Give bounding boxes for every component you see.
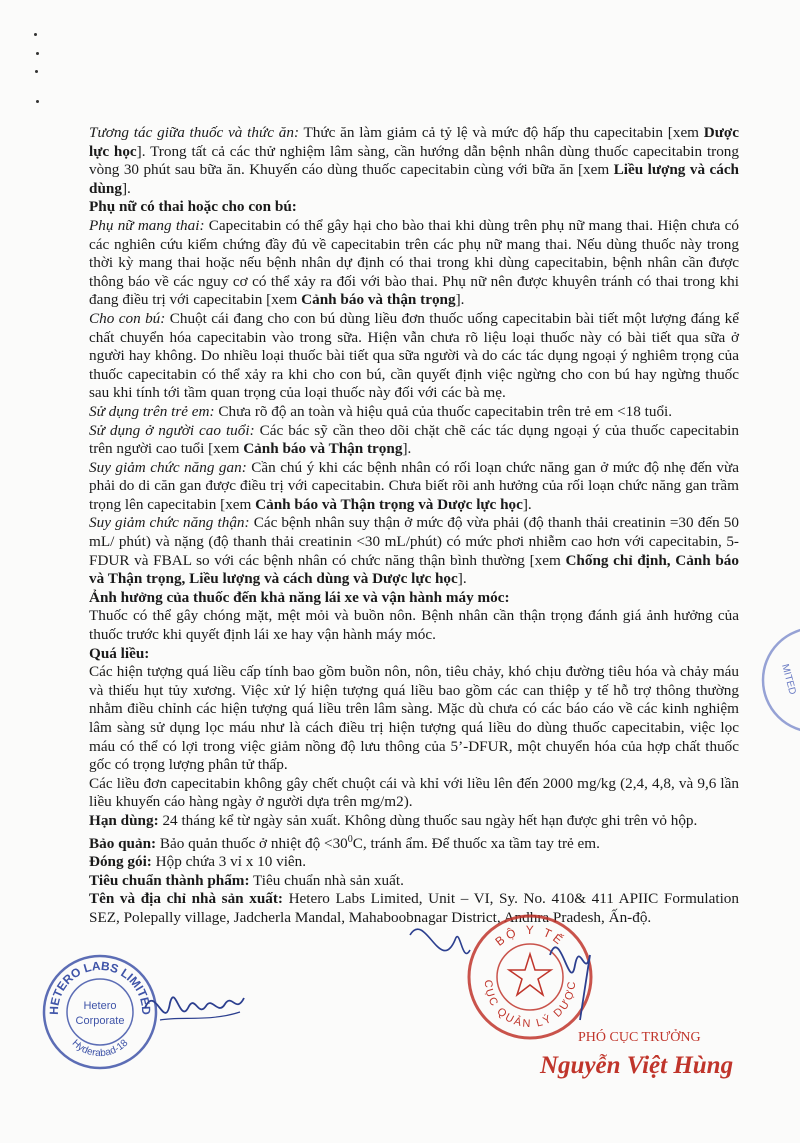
edge-stamp xyxy=(760,625,800,735)
margin-speck xyxy=(36,52,39,55)
hetero-stamp-center-2: Corporate xyxy=(75,1015,125,1027)
margin-speck xyxy=(36,100,39,103)
manufacturer: Tên và địa chỉ nhà sản xuất: Hetero Labs Limited, Unit – VI, Sy. No. 410& 411 APIIC Formulation SEZ, Polepally village, Jadcherla Mandal, Mahaboobnagar District, Andhra Pradesh, Ấn-độ. xyxy=(89,890,739,926)
paragraph-children: Sử dụng trên trẻ em: Chưa rõ độ an toàn và hiệu quả của thuốc capecitabin trên trẻ em <18 tuổi. xyxy=(89,402,673,420)
ministry-signature xyxy=(400,905,600,1025)
heading-overdose: Quá liều: xyxy=(89,644,150,662)
signatory-name: Nguyễn Việt Hùng xyxy=(540,1052,734,1079)
paragraph-single-dose: Các liều đơn capecitabin không gây chết chuột cái và khỉ với liều lên đến 2000 mg/kg (2,4, 4,8, và 9,6 lần liều khuyến cáo hàng ngày ở người dựa trên mg/m2). xyxy=(89,774,739,811)
product-standard: Tiêu chuẩn thành phẩm: Tiêu chuẩn nhà sản xuất. xyxy=(89,871,404,889)
edge-stamp-text: MITED xyxy=(779,662,798,696)
signatory-title: PHÓ CỤC TRƯỞNG xyxy=(578,1030,701,1045)
hetero-stamp-ring-text: HETERO LABS LIMITED xyxy=(46,958,154,1016)
paragraph-driving: Thuốc có thể gây chóng mặt, mệt mỏi và buồn nôn. Bệnh nhân cần thận trọng đánh giá ảnh hưởng của thuốc trước khi quyết định lái xe hay vận hành máy móc. xyxy=(89,607,739,644)
hetero-stamp-ring-bottom: Hyderabad-18 xyxy=(69,1037,131,1060)
svg-text:Hyderabad-18 xyxy=(70,1037,131,1059)
storage: Bảo quản: Bảo quản thuốc ở nhiệt độ $<30^0C$, tránh ẩm. Để thuốc xa tầm tay trẻ em. xyxy=(89,833,600,852)
paragraph-elderly: Sử dụng ở người cao tuổi: Các bác sỹ cần theo dõi chặt chẽ các tác dụng ngoại ý của thuốc capecitabin trên người cao tuổi [xem Cảnh báo và Thận trọng]. xyxy=(89,421,739,458)
hetero-stamp-center-1: Hetero xyxy=(83,1000,117,1012)
paragraph-renal: Suy giảm chức năng thận: Các bệnh nhân suy thận ở mức độ vừa phải (độ thanh thải creatinin =30 đến 50 mL/ phút) và nặng (độ thanh thải creatinin <30 mL/phút) có mức phơi nhiễm cao hơn với capecitabin, 5-FDUR và FBAL so với các bệnh nhân có chức năng thận bình thường [xem Chống chỉ định, Cảnh báo và Thận trọng, Liều lượng và cách dùng và Dược lực học]. xyxy=(89,514,739,588)
paragraph-pregnant-women: Phụ nữ mang thai: Capecitabin có thể gây hại cho bào thai khi dùng trên phụ nữ mang thai. Hiện chưa có các nghiên cứu kiểm chứng đầy đủ về capecitabin trên các phụ nữ mang thai. Nếu dùng thuốc này trong thời kỳ mang thai hoặc nếu bệnh nhân dự định có thai trong khi dùng capecitabin, bệnh nhân cần được thông báo về các nguy cơ có thể xảy ra đối với bào thai. Phụ nữ nên được khuyên tránh có thai trong khi đang điều trị với capecitabin [xem Cảnh báo và thận trọng]. xyxy=(89,216,740,309)
paragraph-overdose: Các hiện tượng quá liều cấp tính bao gồm buồn nôn, nôn, tiêu chảy, khó chịu đường tiêu hóa và chảy máu và thiếu hụt tủy xương. Việc xử lý hiện tượng quá liều bao gồm các can thiệp y tế hỗ trợ thông thường nhằm điều chỉnh các hiện tượng quá liều trên lâm sàng. Mặc dù chưa có các báo cáo về các kinh nghiệm lâm sàng sử dụng lọc máu như là cách điều trị hiện tượng quá liều do dùng thuốc capecitabin, việc lọc máu có thể có lợi trong việc giảm nồng độ lưu thông của 5’-DFUR, một chuyển hóa của hợp chất thuốc gốc có trọng lượng phân tử thấp. xyxy=(89,663,739,774)
ministry-stamp-top: BỘ Y TẾ xyxy=(492,922,568,949)
paragraph-breastfeeding: Cho con bú: Chuột cái đang cho con bú dùng liều đơn thuốc uống capecitabin bài tiết một lượng đáng kể chất chuyển hóa capecitabin vào trong sữa. Hiện vẫn chưa rõ liệu loại thuốc này có bài tiết qua sữa ở người hay không. Do nhiều loại thuốc bài tiết qua sữa người và do các tác dụng ngoại ý nghiêm trọng của thuốc capecitabin có thể xảy ra khi cho con bú, cần quyết định việc ngừng cho con bú hay ngừng thuốc sau khi tính tới tầm quan trọng của loại thuốc này đối với các bà mẹ. xyxy=(89,309,739,402)
heading-pregnancy: Phụ nữ có thai hoặc cho con bú: xyxy=(89,198,297,216)
ministry-stamp-bottom: CỤC QUẢN LÝ DƯỢC xyxy=(481,979,579,1031)
paragraph-hepatic: Suy giảm chức năng gan: Cần chú ý khi các bệnh nhân có rối loạn chức năng gan ở mức độ nhẹ đến vừa phải do di căn gan được điều trị với capecitabin. Chưa biết rõi anh hưởng của rối loạn chức năng gan trầm trọng lên capecitabin [xem Cảnh báo và Thận trọng và Dược lực học]. xyxy=(89,458,739,513)
margin-speck xyxy=(34,33,37,36)
hetero-signature xyxy=(140,978,250,1038)
shelf-life: Hạn dùng: 24 tháng kể từ ngày sản xuất. Không dùng thuốc sau ngày hết hạn được ghi trên vỏ hộp. xyxy=(89,811,698,829)
document-body xyxy=(89,124,739,928)
margin-speck xyxy=(35,70,38,73)
packaging: Đóng gói: Hộp chứa 3 vỉ x 10 viên. xyxy=(89,853,307,871)
paragraph-food-interaction: Tương tác giữa thuốc và thức ăn: Thức ăn làm giảm cả tỷ lệ và mức độ hấp thu capecitabin [xem Dược lực học]. Trong tất cả các thử nghiệm lâm sàng, cần hướng dẫn bệnh nhân dùng thuốc capecitabin trong vòng 30 phút sau bữa ăn. Khuyến cáo dùng thuốc capecitabin cùng với bữa ăn [xem Liều lượng và cách dùng]. xyxy=(89,124,740,197)
heading-driving: Ảnh hưởng của thuốc đến khả năng lái xe và vận hành máy móc: xyxy=(89,588,510,606)
